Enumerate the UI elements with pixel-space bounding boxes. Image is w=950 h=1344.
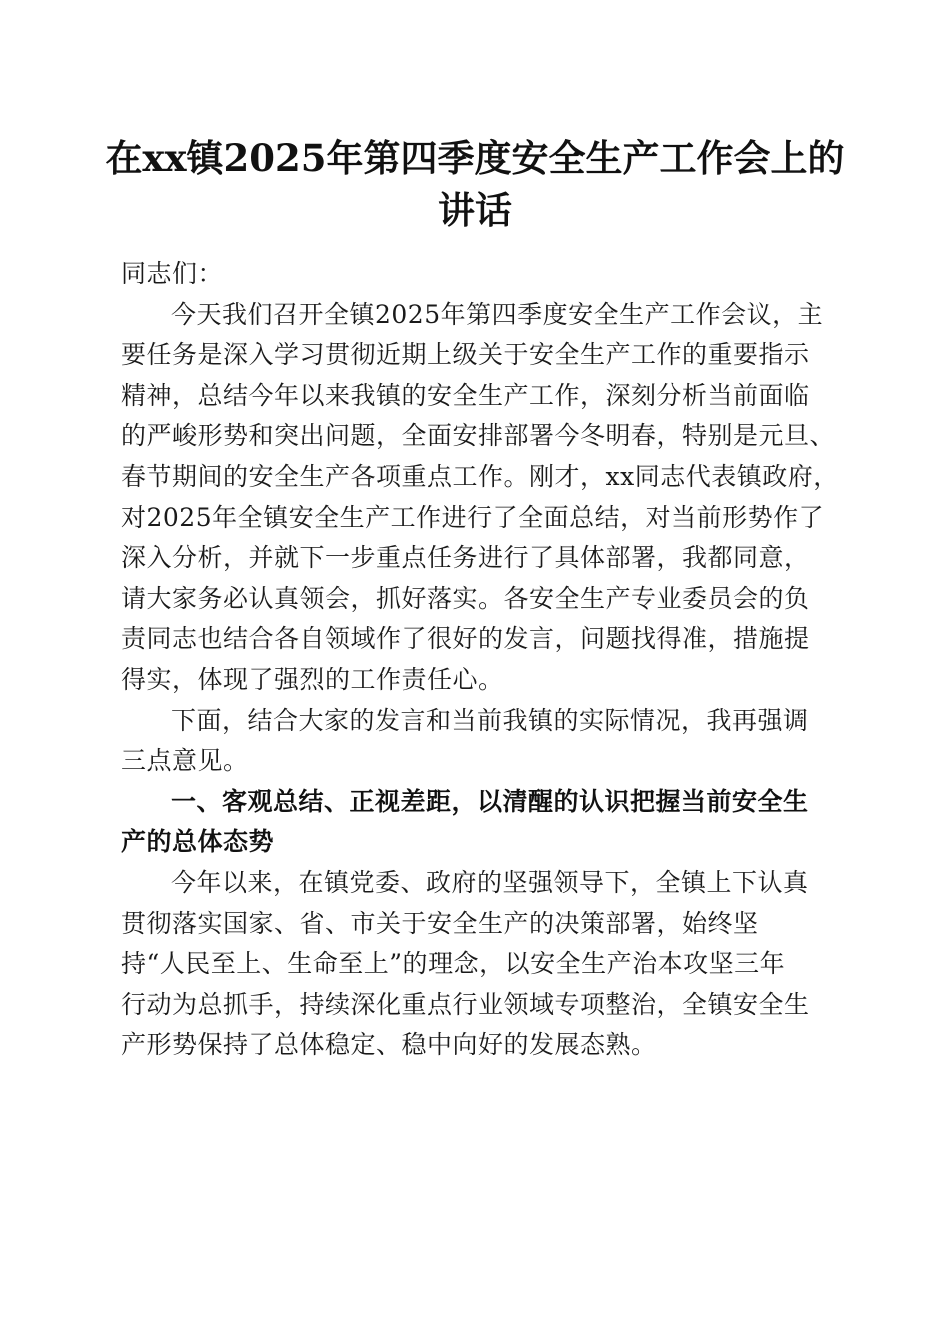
paragraph-section-1 xyxy=(121,863,826,1066)
paragraph-line: 责同志也结合各自领域作了很好的发言，问题找得准，措施提 xyxy=(121,624,810,654)
document-body xyxy=(121,254,839,1066)
paragraph-line: 的严峻形势和突出问题，全面安排部署今冬明春，特别是元旦、 xyxy=(121,421,836,451)
title-line-1: 在xx镇2025年第四季度安全生产工作会上的 xyxy=(105,136,845,180)
salutation xyxy=(121,254,826,295)
paragraph-line: 精神，总结今年以来我镇的安全生产工作，深刻分析当前面临 xyxy=(121,380,810,410)
paragraph-opening xyxy=(121,295,839,701)
paragraph-line: 今年以来，在镇党委、政府的坚强领导下，全镇上下认真 xyxy=(171,867,809,897)
paragraph-line: 贯彻落实国家、省、市关于安全生产的决策部署，始终坚 xyxy=(121,908,759,938)
heading-line: 产的总体态势 xyxy=(121,827,275,857)
heading-line: 一、客观总结、正视差距，以清醒的认识把握当前安全生 xyxy=(171,786,809,816)
document-title xyxy=(100,132,850,236)
paragraph-line: 产形势保持了总体稳定、稳中向好的发展态熟。 xyxy=(121,1030,657,1060)
paragraph-line: 行动为总抓手，持续深化重点行业领域专项整治，全镇安全生 xyxy=(121,989,810,1019)
paragraph-line: 请大家务必认真领会，抓好落实。各安全生产专业委员会的负 xyxy=(121,583,810,613)
paragraph-line: 要任务是深入学习贯彻近期上级关于安全生产工作的重要指示 xyxy=(121,340,810,370)
paragraph-transition xyxy=(121,701,826,782)
paragraph-line: 持“人民至上、生命至上”的理念，以安全生产治本攻坚三年 xyxy=(121,949,786,979)
paragraph-line: 对2025年全镇安全生产工作进行了全面总结，对当前形势作了 xyxy=(121,502,825,532)
title-line-2: 讲话 xyxy=(438,188,512,232)
salutation-text: 同志们： xyxy=(121,259,224,288)
paragraph-line: 春节期间的安全生产各项重点工作。刚才，xx同志代表镇政府， xyxy=(121,461,839,491)
paragraph-line: 深入分析，并就下一步重点任务进行了具体部署，我都同意， xyxy=(121,543,810,573)
paragraph-line: 得实，体现了强烈的工作责任心。 xyxy=(121,664,504,694)
paragraph-line: 今天我们召开全镇2025年第四季度安全生产工作会议，主 xyxy=(171,299,824,329)
section-heading-1 xyxy=(121,782,826,863)
paragraph-line: 三点意见。 xyxy=(121,746,249,776)
paragraph-line: 下面，结合大家的发言和当前我镇的实际情况，我再强调 xyxy=(171,705,809,735)
